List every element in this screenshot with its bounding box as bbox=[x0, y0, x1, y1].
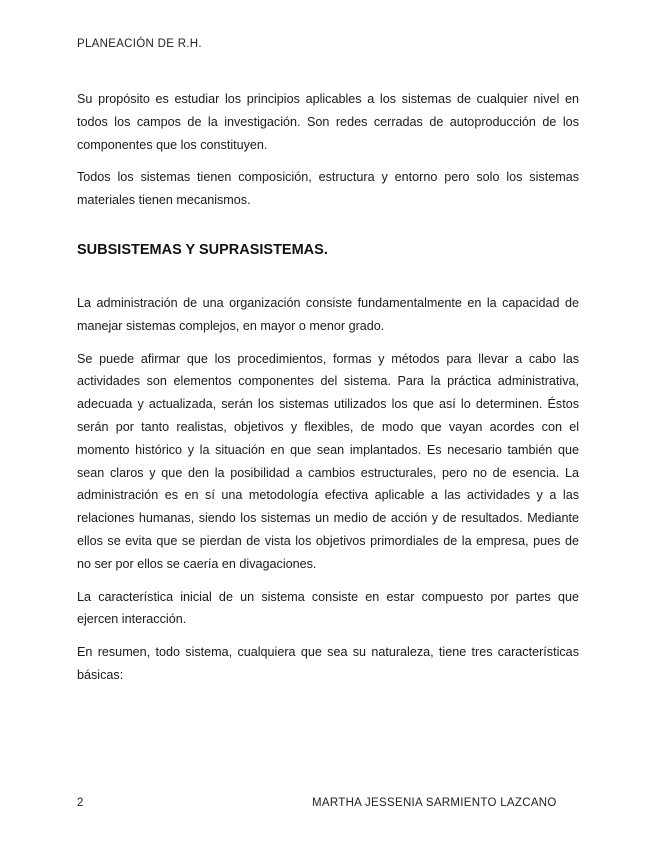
paragraph: La característica inicial de un sistema consiste en estar compuesto por partes que ejercen interacción. bbox=[77, 589, 579, 627]
paragraph: Todos los sistemas tienen composición, estructura y entorno pero solo los sistemas materiales tienen mecanismos. bbox=[77, 170, 579, 208]
page-number: 2 bbox=[77, 797, 84, 809]
page-header-title: PLANEACIÓN DE R.H. bbox=[77, 38, 202, 50]
section-heading: SUBSISTEMAS Y SUPRASISTEMAS. bbox=[77, 241, 328, 258]
page-content bbox=[77, 88, 579, 697]
paragraph: Se puede afirmar que los procedimientos, formas y métodos para llevar a cabo las actividades son elementos componentes del sistema. Para la práctica administrativa, adecuada y actualizada, serán los sistemas utilizados los que así lo determinen. Éstos serán por tanto realistas, objetivos y flexibles, de modo que vayan acordes con el momento histórico y la situación en que sean implantados. Es necesario también que sean claros y que den la posibilidad a cambios estructurales, pero no de esencia. La administración es en sí una metodología efectiva aplicable a las actividades y a las relaciones humanas, siendo los sistemas un medio de acción y de resultados. Mediante ellos se evita que se pierdan de vista los objetivos primordiales de la empresa, pues de no ser por ellos se caería en divagaciones. bbox=[77, 351, 579, 571]
footer-author: MARTHA JESSENIA SARMIENTO LAZCANO bbox=[312, 797, 557, 809]
paragraph: La administración de una organización consiste fundamentalmente en la capacidad de manejar sistemas complejos, en mayor o menor grado. bbox=[77, 295, 579, 333]
paragraph: En resumen, todo sistema, cualquiera que sea su naturaleza, tiene tres características básicas: bbox=[77, 645, 579, 682]
paragraph: Su propósito es estudiar los principios aplicables a los sistemas de cualquier nivel en todos los campos de la investigación. Son redes cerradas de autoproducción de los componentes que los constituyen. bbox=[77, 92, 579, 152]
